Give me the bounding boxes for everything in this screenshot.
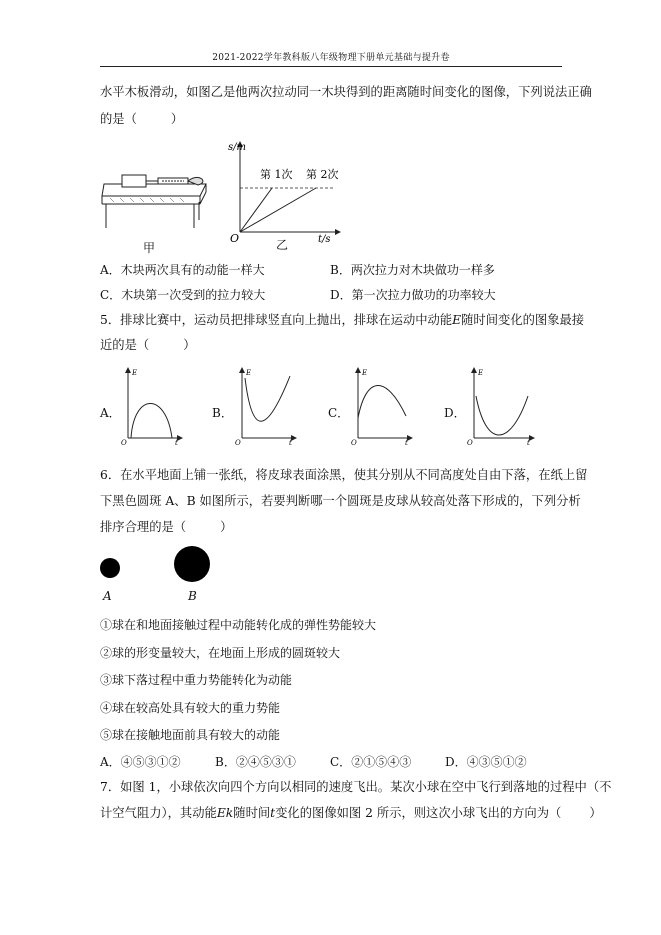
yi-label-second: 第 2次	[306, 168, 339, 181]
q4-stem-line-2	[100, 111, 183, 127]
q5-graph-b	[232, 366, 298, 446]
yi-y-label: s/m	[228, 142, 246, 153]
q4-option-a	[100, 262, 265, 278]
q6-stem-line-2: 下黑色圆斑 A、B 如图所示，若要判断哪一个圆斑是皮球从较高处落下形成的，下列分析	[100, 494, 581, 508]
q5-stem-text: 近的是（	[100, 338, 150, 352]
axis-label-t: t	[405, 439, 408, 446]
option-text: ④③⑤①②	[466, 755, 527, 769]
option-text: 第一次拉力做功的功率较大	[351, 288, 496, 302]
q5-curve-c	[358, 385, 406, 418]
axis-origin: O	[121, 439, 127, 446]
q5-option-b-key: B．	[212, 406, 233, 420]
yi-line-first	[240, 188, 272, 232]
q5-graph-c	[348, 366, 414, 446]
q5-curve-b	[245, 376, 290, 421]
q5-stem-line-1	[100, 312, 584, 328]
q5-option-c-key: C．	[328, 406, 350, 420]
q6-statement-2: ②球的形变量较大，在地面上形成的圆斑较大	[100, 646, 341, 660]
q4-figure-yi-graph	[226, 138, 346, 246]
q5-curve-a	[131, 404, 172, 439]
q5-var-e: E	[452, 313, 462, 327]
q6-statement-4: ④球在较高处具有较大的重力势能	[100, 701, 281, 715]
q5-graph-a	[118, 366, 184, 446]
q5-option-d-key: D．	[444, 406, 466, 420]
q4-figure-jia-label: 甲	[143, 241, 156, 255]
axis-label-t: t	[175, 439, 178, 446]
q6-option-c	[330, 754, 411, 770]
q6-stem-line-1: 6．在水平地面上铺一张纸，将皮球表面涂黑，使其分别从不同高度处自由下落，在纸上留	[100, 468, 588, 482]
q4-figure-jia	[100, 168, 212, 240]
axis-label-t: t	[289, 439, 292, 446]
q7-stem-text-b: 随时间	[233, 806, 271, 820]
q6-statement-1: ①球在和地面接触过程中动能转化成的弹性势能较大	[100, 618, 377, 632]
q6-statement-5: ⑤球在接触地面前具有较大的动能	[100, 728, 281, 742]
spot-a-label: A	[103, 589, 112, 603]
axis-label-e: E	[246, 369, 252, 377]
spot-b	[174, 546, 210, 582]
option-key: D．	[330, 288, 352, 302]
option-text: 两次拉力对木块做功一样多	[350, 263, 495, 277]
q6-option-a	[100, 754, 181, 770]
spot-a	[100, 558, 120, 578]
q7-stem-text-c: 变化的图像如图 2 所示，则这次小球飞出的方向为（	[275, 806, 562, 820]
q7-stem-close: ）	[589, 806, 602, 820]
option-text: 木块第一次受到的拉力较大	[121, 288, 266, 302]
page-header: 2021-2022学年教科版八年级物理下册单元基础与提升卷	[100, 50, 562, 67]
option-text: 木块两次具有的动能一样大	[120, 263, 265, 277]
q6-statement-3: ③球下落过程中重力势能转化为动能	[100, 673, 293, 687]
q6-stem-close: ）	[220, 520, 233, 534]
q4-option-c	[100, 287, 265, 303]
yi-label-first: 第 1次	[260, 168, 293, 181]
q4-figure-yi-label: 乙	[276, 238, 289, 252]
axis-origin: O	[235, 439, 241, 446]
q6-stem-line-3	[100, 519, 232, 535]
q6-stem-text: 排序合理的是（	[100, 520, 187, 534]
q4-stem-close: ）	[170, 112, 184, 126]
q5-stem-text-a: 5．排球比赛中，运动员把排球竖直向上抛出，排球在运动中动能	[100, 313, 453, 327]
axis-label-e: E	[132, 369, 138, 377]
q5-stem-text-b: 随时间变化的图象最接	[461, 313, 585, 327]
axis-label-e: E	[362, 369, 368, 377]
option-key: C．	[330, 755, 352, 769]
yi-line-second	[240, 188, 316, 232]
option-key: B．	[330, 263, 351, 277]
q4-option-d	[330, 287, 496, 303]
yi-x-label: t/s	[318, 234, 331, 245]
q5-graph-d	[464, 366, 536, 446]
q4-option-b	[330, 262, 495, 278]
option-text: ②①⑤④③	[351, 755, 412, 769]
option-key: B．	[215, 755, 236, 769]
q5-stem-line-2	[100, 337, 196, 353]
q7-var-ek: Ek	[216, 806, 234, 820]
q5-option-a-key: A．	[100, 406, 121, 420]
q7-stem-line-2	[100, 805, 602, 821]
option-text: ④⑤③①②	[120, 755, 181, 769]
q7-stem-text-a: 计空气阻力），其动能	[100, 806, 217, 820]
q5-stem-close: ）	[183, 338, 196, 352]
option-key: C．	[100, 288, 122, 302]
axis-label-e: E	[478, 369, 484, 377]
q5-curve-d	[476, 396, 528, 435]
axis-origin: O	[467, 439, 473, 446]
q6-option-b	[215, 754, 296, 770]
q6-option-d	[445, 754, 527, 770]
q4-stem-text: 的是（	[100, 112, 137, 126]
axis-label-t: t	[527, 439, 530, 446]
yi-origin: O	[230, 232, 240, 245]
option-key: D．	[445, 755, 467, 769]
q7-var-t: t	[270, 806, 276, 820]
q4-stem-line-1: 水平木板滑动，如图乙是他两次拉动同一木块得到的距离随时间变化的图像，下列说法正确	[100, 85, 592, 99]
q7-stem-line-1: 7．如图 1，小球依次向四个方向以相同的速度飞出。某次小球在空中飞行到落地的过程中（不	[100, 780, 612, 794]
option-text: ②④⑤③①	[235, 755, 296, 769]
spot-b-label: B	[188, 589, 197, 603]
option-key: A．	[100, 263, 121, 277]
axis-origin: O	[351, 439, 357, 446]
option-key: A．	[100, 755, 121, 769]
